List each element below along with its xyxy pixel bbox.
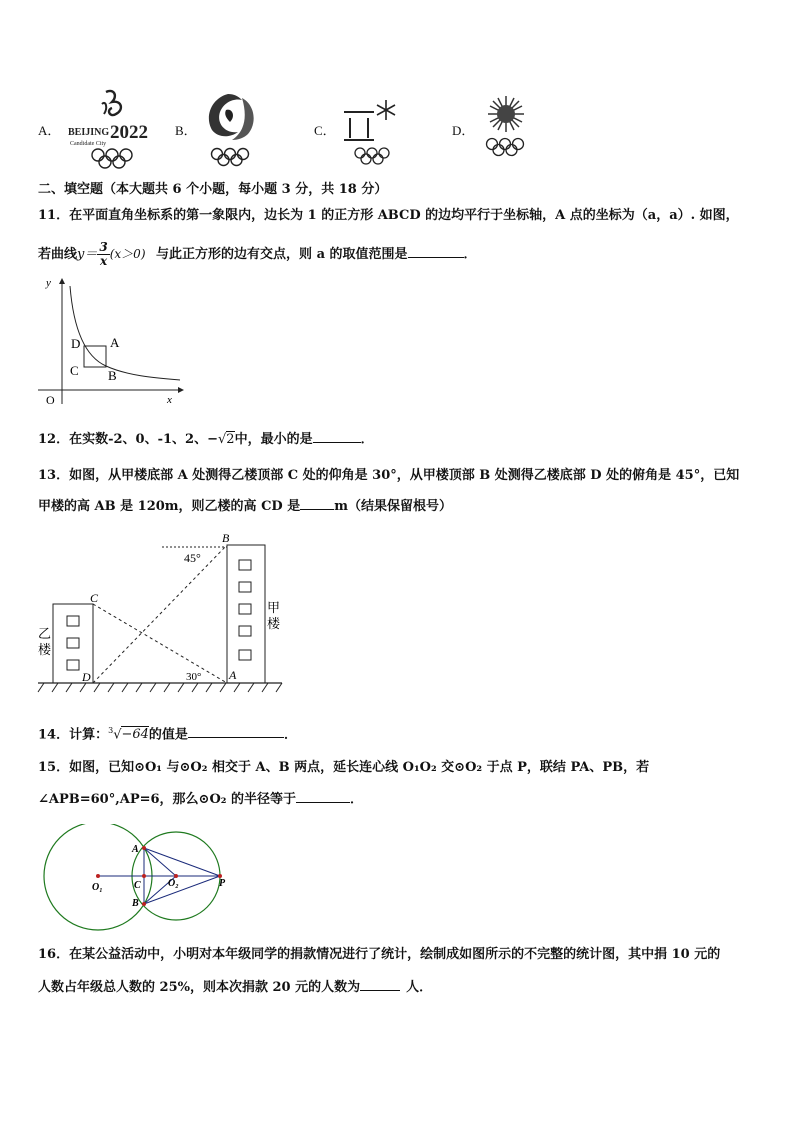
section-heading: 二、填空题（本大题共 6 个小题，每小题 3 分，共 18 分） xyxy=(38,182,388,197)
q13-line2-pre: 甲楼的高 AB 是 120m，则乙楼的高 CD 是 xyxy=(38,499,301,514)
q15-fig-o1: O₁ xyxy=(92,882,103,893)
option-a-label: A． xyxy=(38,123,61,138)
q11-line2 xyxy=(38,236,477,272)
q13-fig-c: C xyxy=(90,591,99,605)
q15-line2-text: ∠APB=60°,AP=6，那么⊙O₂ 的半径等于 xyxy=(38,792,296,807)
q12-answer-blank xyxy=(313,430,361,443)
q16-line2-post: 人． xyxy=(406,980,433,995)
sqrt-icon: √ xyxy=(217,432,227,447)
q11-answer-blank xyxy=(408,245,464,258)
q11-fig-o: O xyxy=(46,393,55,407)
olympic-rings-icon xyxy=(487,139,524,156)
q13-fig-jia1: 甲 xyxy=(267,600,281,615)
q15-fig-a: A xyxy=(132,844,139,855)
q12-post: 中，最小的是 xyxy=(234,432,313,447)
q14-line xyxy=(38,722,297,744)
q16-line2 xyxy=(38,978,432,997)
q13-fig-b: B xyxy=(222,532,230,545)
option-d-logo xyxy=(476,94,536,160)
q11-frac-den: x xyxy=(99,254,108,268)
q14-post: 的值是 xyxy=(148,727,188,743)
q11-line2-pre: 若曲线 xyxy=(38,247,78,262)
q11-fig-b: B xyxy=(108,368,117,383)
q13-line2 xyxy=(38,497,452,516)
q13-line1: 13．如图，从甲楼底部 A 处测得乙楼顶部 C 处的仰角是 30°，从甲楼顶部 B 处测得乙楼底部 D 处的俯角是 45°，已知 xyxy=(38,468,740,483)
q12-root-val: 2 xyxy=(226,432,235,447)
cube-root-icon: √ xyxy=(113,727,122,743)
q15-fig-p: P xyxy=(219,878,226,889)
q15-line2 xyxy=(38,790,363,809)
q13-line2-post: m（结果保留根号） xyxy=(334,499,452,514)
option-c-logo xyxy=(338,98,400,168)
q11-frac-num: 3 xyxy=(99,240,108,254)
q11-line1: 11．在平面直角坐标系的第一象限内，边长为 1 的正方形 ABCD 的边均平行于坐标轴，A 点的坐标为（a，a）. 如图， xyxy=(38,208,739,223)
olympic-rings-icon xyxy=(92,149,132,168)
q14-answer-blank xyxy=(188,725,284,738)
option-c-label: C． xyxy=(314,123,336,138)
option-b-label: B． xyxy=(175,123,197,138)
q11-func-y: y＝ xyxy=(77,247,98,262)
q11-end: ． xyxy=(463,247,477,262)
q13-fig-d: D xyxy=(82,670,91,684)
q15-line1: 15．如图，已知⊙O₁ 与⊙O₂ 相交于 A、B 两点，延长连心线 O₁O₂ 交⊙O₂ 于点 P，联结 PA、PB，若 xyxy=(38,760,650,775)
q13-fig-jia2: 楼 xyxy=(267,616,281,631)
option-d-label: D． xyxy=(452,123,475,138)
q13-fig-a: A xyxy=(229,668,237,682)
q11-fig-d: D xyxy=(71,336,81,351)
option-a-logo xyxy=(66,86,162,170)
option-a-logo-year: 2022 xyxy=(110,122,148,143)
q14-end: ． xyxy=(283,727,297,743)
q15-fig-o2: O₂ xyxy=(168,878,179,889)
olympic-rings-icon xyxy=(212,149,249,166)
q11-fig-y: y xyxy=(46,277,51,289)
q11-fig-x: x xyxy=(167,394,172,406)
q11-fig-a: A xyxy=(110,335,120,350)
q15-end: ． xyxy=(350,792,364,807)
q14-radicand: −64 xyxy=(121,727,149,743)
q11-figure xyxy=(36,276,186,408)
option-b-logo xyxy=(198,88,264,168)
q11-line2-post: 与此正方形的边有交点，则 a 的取值范围是 xyxy=(156,247,408,262)
q15-answer-blank xyxy=(296,790,350,803)
star-icon xyxy=(377,100,395,120)
q12-end: ． xyxy=(360,432,374,447)
q11-fig-c: C xyxy=(70,363,79,378)
q13-fig-ang30: 30° xyxy=(186,671,202,683)
q14-pre: 14．计算： xyxy=(38,727,109,743)
q13-fig-yi2: 楼 xyxy=(38,642,52,657)
q13-fig-ang45: 45° xyxy=(184,551,201,565)
q13-fig-yi1: 乙 xyxy=(38,626,52,641)
q12-root-sign: − xyxy=(207,432,218,447)
q13-figure xyxy=(36,532,286,694)
q15-figure xyxy=(36,824,246,932)
q12-line xyxy=(38,430,374,449)
q15-fig-c: C xyxy=(134,880,141,891)
q15-fig-b: B xyxy=(132,898,139,909)
q12-pre: 12．在实数-2、0、-1、2、 xyxy=(38,432,208,447)
q16-line1: 16．在某公益活动中，小明对本年级同学的捐款情况进行了统计，绘制成如图所示的不完整的统计图，其中捐 10 元的 xyxy=(38,947,721,962)
q13-answer-blank xyxy=(300,497,334,510)
ground-hatch xyxy=(38,683,282,692)
q14-root-index: 3 xyxy=(108,726,114,735)
q16-answer-blank xyxy=(360,978,400,991)
option-a-logo-sub: Candidate City xyxy=(70,141,107,147)
q16-line2-pre: 人数占年级总人数的 25%，则本次捐款 20 元的人数为 xyxy=(38,980,361,995)
olympic-rings-icon xyxy=(355,148,389,164)
option-a-logo-text: BEIJING xyxy=(68,127,110,138)
q11-fraction xyxy=(97,241,109,268)
q11-cond: (x＞0) xyxy=(109,247,146,261)
